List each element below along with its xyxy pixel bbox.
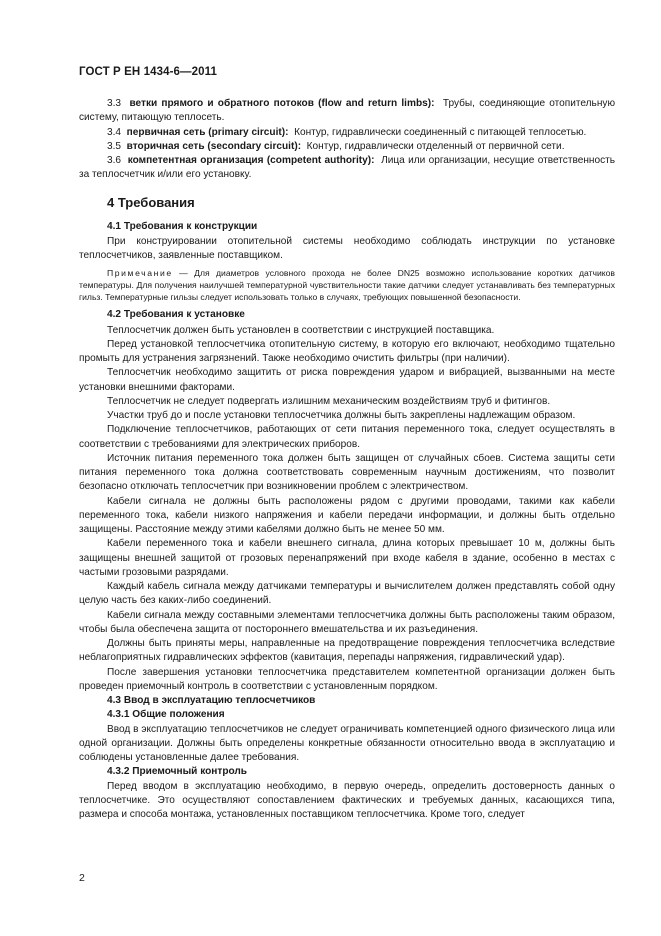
definition-term: компетентная организация (competent authority):	[127, 155, 375, 166]
section-4-3-title: 4.3 Ввод в эксплуатацию теплосчетчиков	[107, 695, 316, 706]
section-4-2-paragraph: Источник питания переменного тока должен быть защищен от случайных сбоев. Система защиты сети питания переменного тока должна соответствовать современным научным достижениям, что позволит безопасно отключать теплосчетчик при возникновении проблем с электричеством.	[79, 452, 615, 493]
section-4-2-paragraph: Кабели переменного тока и кабели внешнего сигнала, длина которых превышает 10 м, должны быть защищены внешней защитой от грозовых перенапряжений при входе кабеля в здание, особенно в местах с частыми грозовыми разрядами.	[79, 538, 615, 578]
note-paragraph	[79, 267, 615, 303]
section-4-3-2-title: 4.3.2 Приемочный контроль	[107, 766, 248, 778]
page-content	[79, 97, 615, 822]
note-label: Примечание	[107, 268, 173, 279]
definition-3-3: 3.3 ветки прямого и обратного потоков (flow and return limbs): Трубы, соединяющие отопительную систему, питающую теплосеть.	[79, 98, 616, 124]
section-4-2-paragraph: Каждый кабель сигнала между датчиками температуры и вычислителем должен представлять собой одну целую часть без каких-либо соединений.	[79, 581, 615, 607]
section-4-2-paragraph: Теплосчетчик должен быть установлен в соответствии с инструкцией поставщика.	[107, 324, 495, 336]
section-4-2-paragraph: Перед установкой теплосчетчика отопительную систему, в которую его включают, необходимо тщательно промыть для устранения загрязнений. Также необходимо очистить фильтры (при наличии).	[79, 338, 615, 364]
section-4-2-paragraph: После завершения установки теплосчетчика представителем компетентной организации должен быть проведен приемочный контроль в соответствии с установленным порядком.	[79, 666, 615, 692]
definition-term: ветки прямого и обратного потоков (flow and return limbs):	[129, 98, 435, 109]
note-text: — Для диаметров условного прохода не более DN25 возможно использование коротких датчиков температуры. Для получения наилучшей температурной чувствительности такие датчики следует устанавливать без температурных гильз. Температурные гильзы следует использовать только в случаях, требующих повышенной безопасности.	[79, 268, 615, 303]
page-number: 2	[79, 872, 85, 884]
definition-3-4: 3.4 первичная сеть (primary circuit): Контур, гидравлически соединенный с питающей теплосетью.	[107, 126, 587, 138]
definition-3-5: 3.5 вторичная сеть (secondary circuit): Контур, гидравлически отделенный от первичной сети.	[107, 140, 565, 152]
section-4-2-paragraph: Подключение теплосчетчиков, работающих от сети питания переменного тока, следует осуществлять в соответствии с требованиями для электрических приборов.	[79, 424, 615, 450]
section-4-title: 4 Требования	[107, 194, 195, 210]
section-4-2-paragraph: Теплосчетчик не следует подвергать излишним механическим воздействиям труб и фитингов.	[107, 395, 551, 407]
section-4-2-paragraph: Теплосчетчик необходимо защитить от риска повреждения ударом и вибрацией, вызванными на месте установки внешними факторами.	[79, 367, 615, 393]
definition-term: вторичная сеть (secondary circuit):	[126, 140, 302, 152]
section-4-2-paragraph: Кабели сигнала не должны быть расположены рядом с другими проводами, такими как кабели переменного тока, кабели низкого напряжения и кабели передачи информации, и должны быть отдельно защищены. Расстояние между этими кабелями должно быть не менее 50 мм.	[79, 495, 615, 535]
section-4-3-2-paragraph: Перед вводом в эксплуатацию необходимо, в первую очередь, определить достоверность данных о теплосчетчике. Это осуществляют сопоставлением фактических и требуемых данных, касающихся типа, размера и способа монтажа, установленных поставщиком теплосчетчика. Кроме того, следует	[79, 780, 615, 820]
section-4-2-paragraph: Участки труб до и после установки теплосчетчика должны быть закреплены надлежащим образом.	[107, 410, 576, 421]
section-4-2-title: 4.2 Требования к установке	[107, 309, 245, 321]
section-4-1-title: 4.1 Требования к конструкции	[107, 220, 258, 232]
section-4-2-paragraph: Должны быть приняты меры, направленные на предотвращение повреждения теплосчетчика вследствие неблагоприятных гидравлических эффектов (кавитация, перепады напряжения, гидравлический удар).	[79, 638, 615, 664]
standard-header: ГОСТ Р ЕН 1434-6—2011	[79, 66, 217, 78]
section-4-3-1-paragraph: Ввод в эксплуатацию теплосчетчиков не следует ограничивать компетенцией одного физического лица или одной организации. Должны быть определены конкретные обязанности относительно ввода в эксплуатацию и соблюдены установленные далее требования.	[79, 723, 615, 763]
section-4-3-1-title: 4.3.1 Общие положения	[107, 709, 225, 721]
section-4-1-paragraph: При конструировании отопительной системы необходимо соблюдать инструкции по установке теплосчетчиков, заявленные поставщиком.	[79, 235, 615, 261]
definition-3-6: 3.6 компетентная организация (competent authority): Лица или организации, несущие ответственность за теплосчетчик и/или его установку.	[79, 155, 616, 181]
definition-term: первичная сеть (primary circuit):	[126, 126, 289, 138]
section-4-2-paragraph: Кабели сигнала между составными элементами теплосчетчика должны быть расположены таким образом, чтобы была обеспечена защита от постороннего вмешательства и их разъединения.	[79, 609, 615, 635]
